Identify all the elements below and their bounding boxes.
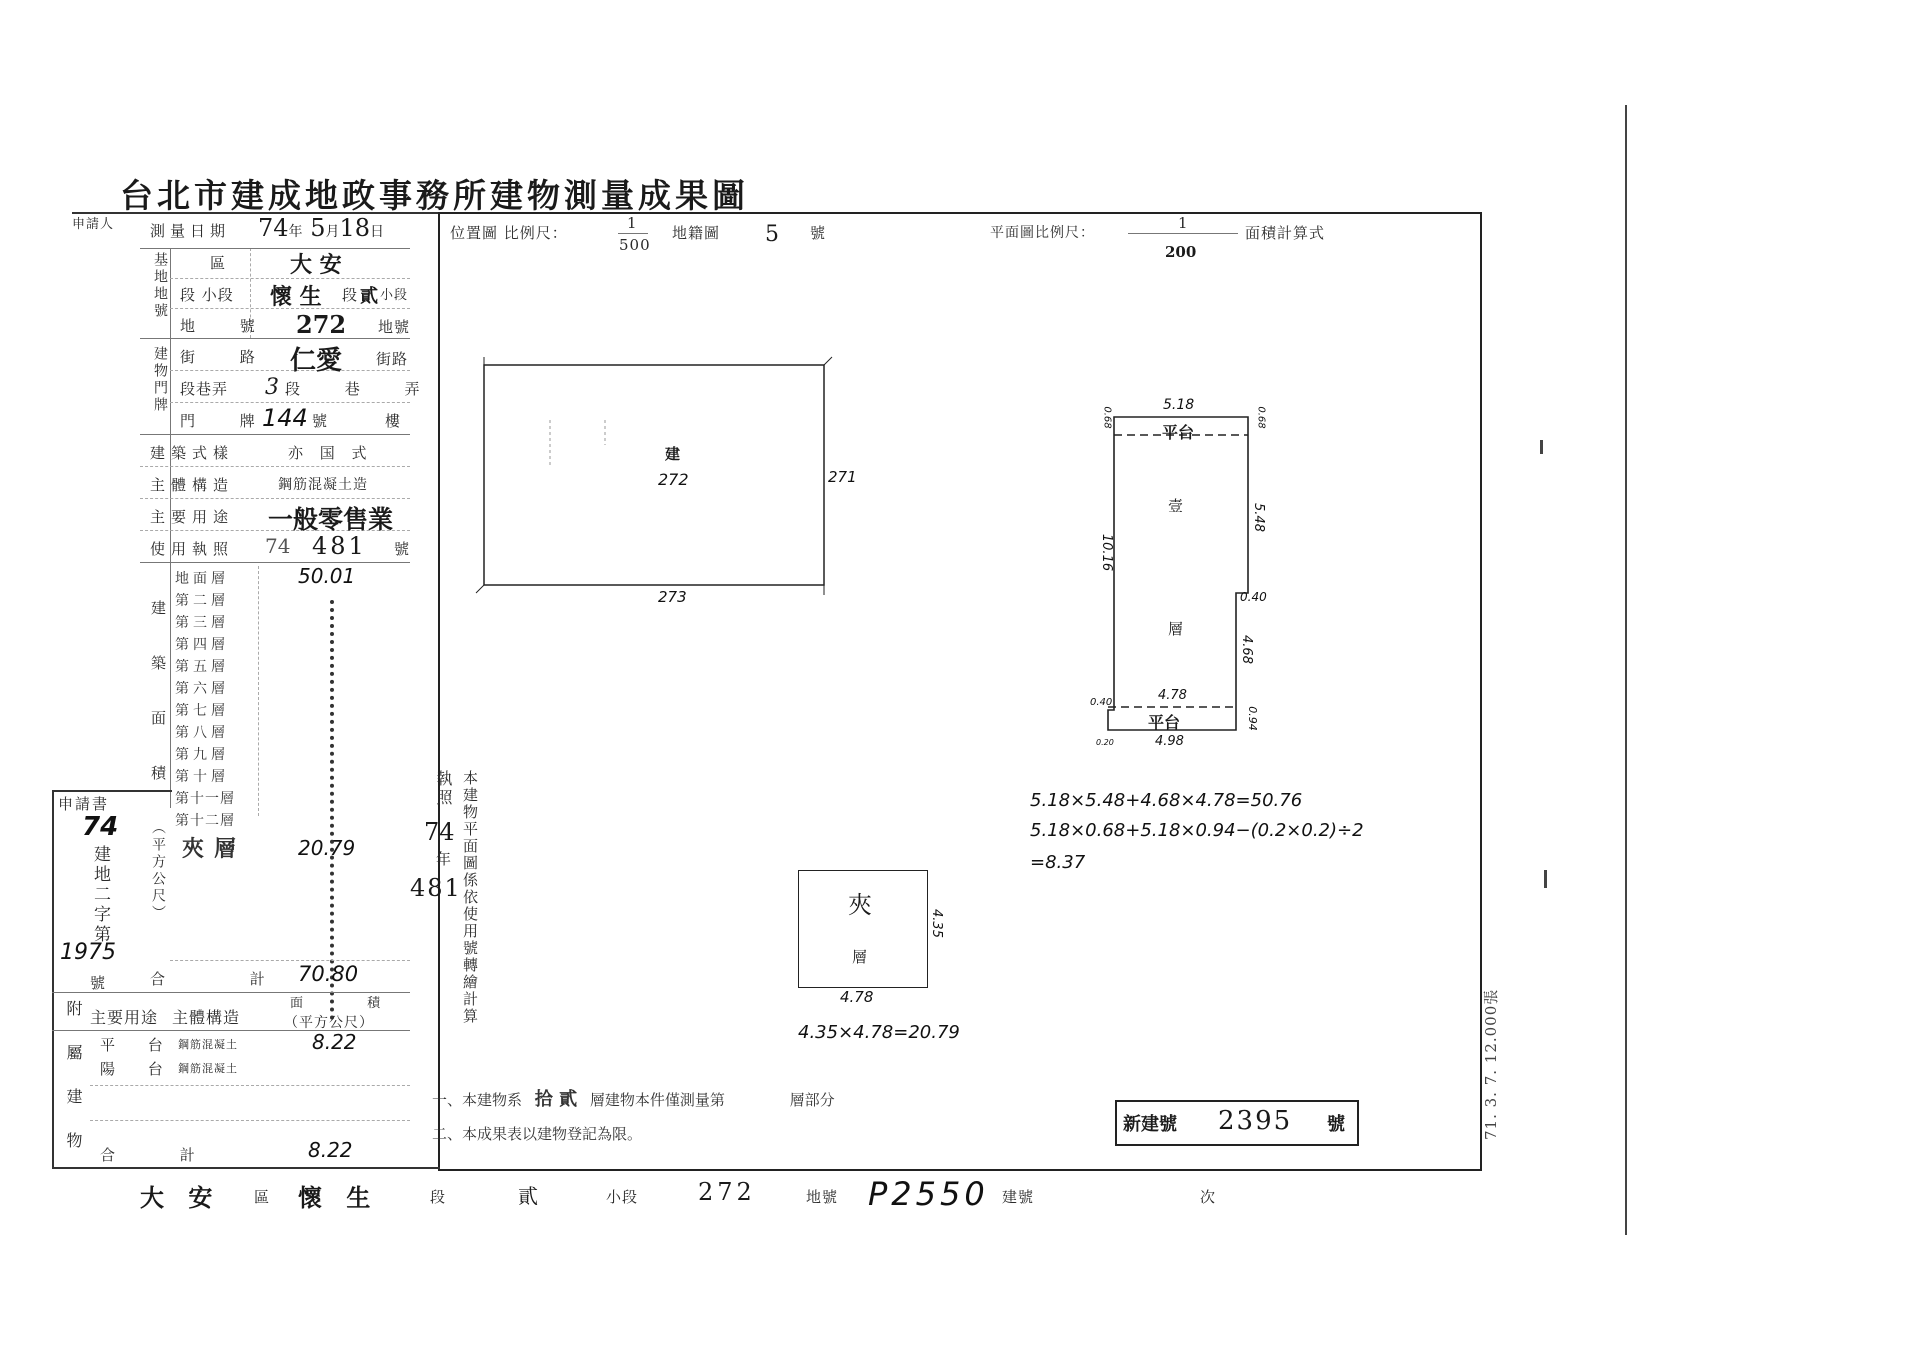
note-1-prefix: 一、本建物系 [432, 1091, 523, 1109]
page-edge-line [1625, 105, 1627, 1235]
floor-value: 50.01 [298, 564, 356, 588]
license-year: 74 [265, 534, 291, 558]
lane-units: 段 巷 弄 [285, 380, 440, 398]
dim-step-left: 0.40 [1090, 697, 1113, 708]
street-label: 街 路 [180, 348, 275, 366]
platform-label-top: 平台 [1162, 423, 1195, 442]
footer-lot: 272 [698, 1178, 756, 1206]
floor-label: 第五層 [175, 659, 229, 675]
plan-scale-num: 1 [1178, 214, 1189, 232]
structure-value: 鋼筋混凝土造 [278, 477, 368, 493]
license-note-text: 本建物平面圖係依使用號轉繪計算 [461, 770, 479, 1025]
accessory-structure: 鋼筋混凝土 [178, 1038, 238, 1051]
dim-upper-right: 5.48 [1250, 503, 1266, 532]
accessory-area: 8.22 [312, 1030, 357, 1054]
footer-section-unit: 段 [430, 1188, 447, 1206]
footer-sequence-unit: 次 [1200, 1188, 1217, 1206]
floor-label: 第三層 [175, 615, 229, 631]
floor-grid-vline [258, 566, 259, 816]
floor-label: 第十二層 [175, 813, 235, 829]
license-note-year: 74 [424, 818, 455, 846]
license-note-number: 481 [410, 874, 462, 902]
floor-unit: 樓 [385, 412, 402, 430]
floor-value: 20.79 [298, 836, 356, 860]
floor-label: 第八層 [175, 725, 229, 741]
structure-label: 主體構造 [150, 476, 235, 494]
scan-mark [1544, 870, 1547, 888]
cadastral-map-label: 地籍圖 [672, 224, 721, 242]
floors-unit-label: （平方公尺） [150, 820, 166, 922]
location-scale-num: 1 [627, 214, 638, 232]
district-label: 區 [210, 254, 227, 272]
survey-date-label: 測量日期 [150, 222, 231, 240]
license-unit: 號 [394, 540, 411, 558]
footer-district-unit: 區 [254, 1188, 271, 1206]
mezzanine-height: 4.35 [928, 909, 944, 938]
floor-row [170, 632, 410, 654]
floor-label: 第十層 [175, 769, 229, 785]
land-section-title: 基地地號 [152, 252, 168, 320]
application-number: 1975 [60, 940, 116, 965]
subsection-unit: 小段 [380, 288, 409, 303]
mezzanine-formula: 4.35×4.78=20.79 [798, 1022, 960, 1043]
accessory-area-header: 面 積 [290, 996, 411, 1011]
subsection-value: 貳 [360, 286, 378, 307]
stamp-number: 2395 [1218, 1106, 1293, 1136]
calc-line: =8.37 [1030, 852, 1086, 873]
accessory-row-line [90, 1085, 410, 1086]
application-type: 建地二字第 [90, 845, 110, 945]
floors-total: 70.80 [298, 962, 359, 986]
floor-label: 夾層 [182, 836, 247, 862]
dim-inner-width: 4.78 [1158, 688, 1187, 703]
section-unit: 段 [342, 286, 359, 304]
lane-section: 3 [265, 375, 279, 400]
district-value: 大 安 [290, 252, 342, 278]
site-plan-corner [476, 585, 484, 593]
grid-hline-4 [140, 338, 410, 339]
day-unit: 日 [370, 224, 385, 240]
applicant-label: 申請人 [72, 217, 115, 232]
floor-label: 第七層 [175, 703, 229, 719]
location-scale-den: 500 [619, 236, 651, 254]
address-section-title: 建物門牌 [152, 346, 168, 414]
stamp-unit: 號 [1327, 1114, 1345, 1135]
stamp-label: 新建號 [1123, 1114, 1177, 1135]
footer-section: 懷 生 [298, 1183, 379, 1212]
dim-top-platform-left: 0.68 [1101, 406, 1113, 429]
site-plan-corner [824, 357, 832, 365]
site-plan-lot [484, 365, 824, 585]
license-note-year-unit: 年 [436, 850, 453, 868]
dim-bottom-width: 4.98 [1155, 734, 1184, 749]
side-print: 71. 3. 7. 12.000張 [1482, 988, 1500, 1140]
year-unit: 年 [288, 224, 303, 240]
dim-bottom-platform: 0.94 [1245, 706, 1259, 731]
month-unit: 月 [325, 224, 340, 240]
lot-unit: 地號 [378, 318, 411, 336]
lot-label: 地 號 [180, 317, 275, 335]
mezzanine-width: 4.78 [840, 988, 874, 1006]
accessory-usage: 陽 台 [100, 1060, 177, 1078]
cadastral-map-no: 5 [765, 222, 779, 247]
dim-left-height: 10.16 [1099, 533, 1115, 572]
scan-mark [1540, 440, 1543, 454]
dim-top-width: 5.18 [1163, 397, 1195, 413]
floors-section-title: 建築面積 [149, 600, 167, 820]
application-year: 74 [82, 812, 119, 842]
accessory-section-title: 附屬建物 [64, 1000, 83, 1176]
floor-label: 第四層 [175, 637, 229, 653]
footer-handwritten: P2550 [868, 1175, 989, 1213]
plan-scale-bar [1128, 233, 1238, 234]
note-1-suffix: 層建物本件僅測量第 [589, 1091, 725, 1109]
lot-no: 272 [296, 310, 347, 339]
grid-hline-6 [170, 402, 410, 403]
floor-row [170, 764, 410, 786]
calc-line: 5.18×0.68+5.18×0.94−(0.2×0.2)÷2 [1030, 820, 1364, 841]
application-number-unit: 號 [90, 974, 107, 992]
floor-row [170, 654, 410, 676]
site-plan-lot-number: 272 [658, 470, 689, 489]
license-no: 481 [312, 532, 367, 560]
floor-label: 第十一層 [175, 791, 235, 807]
usage-label: 主要用途 [150, 508, 235, 526]
floor-value-dots [330, 600, 334, 1020]
accessory-total-label: 合 計 [100, 1146, 225, 1164]
grid-hline-8 [140, 466, 410, 467]
floor-row [170, 610, 410, 632]
accessory-total: 8.22 [308, 1138, 353, 1162]
number-unit: 號 [312, 412, 329, 430]
grid-hline-11 [140, 562, 410, 563]
style-label: 建築式樣 [150, 444, 235, 462]
application-top-line [52, 790, 172, 792]
cadastral-no-unit: 號 [810, 224, 827, 242]
accessory-usage-header: 主要用途 [90, 1008, 159, 1027]
footer-subsection: 貳 [518, 1184, 538, 1208]
number-label: 門 牌 [180, 412, 275, 430]
floor-row [170, 698, 410, 720]
footer-subsection-unit: 小段 [606, 1188, 639, 1206]
floor-row [170, 808, 410, 830]
note-2: 二、本成果表以建物登記為限。 [432, 1125, 643, 1143]
survey-year: 74 [258, 214, 289, 242]
plan-scale-den: 200 [1165, 243, 1197, 261]
site-plan-lot-label: 建 [665, 445, 681, 463]
survey-day: 18 [339, 214, 371, 242]
accessory-row-line [90, 1120, 410, 1121]
survey-month: 5 [310, 214, 326, 242]
mezzanine-label-bottom: 層 [852, 948, 868, 966]
license-label: 使用執照 [150, 540, 235, 558]
floor-row [170, 676, 410, 698]
floor-plan-outline [1108, 417, 1248, 730]
floor-label: 第六層 [175, 681, 229, 697]
usage-value: 一般零售業 [268, 505, 394, 534]
area-calc-label: 面積計算式 [1245, 224, 1326, 242]
site-plan-neighbor-east: 271 [828, 468, 857, 486]
grid-hline-7 [140, 434, 410, 435]
floors-total-label: 合 計 [150, 970, 305, 988]
note-1-tail: 層部分 [789, 1091, 835, 1109]
application-label: 申請書 [58, 795, 110, 813]
dim-lower-right: 4.68 [1238, 635, 1254, 664]
floor-row [170, 566, 410, 588]
footer-district: 大 安 [140, 1183, 221, 1212]
footer-building-no-unit: 建號 [1002, 1188, 1035, 1206]
site-plan-neighbor-south: 273 [658, 588, 687, 606]
floor-row [170, 786, 410, 808]
accessory-structure: 鋼筋混凝土 [178, 1062, 238, 1075]
plan-scale-label: 平面圖比例尺： [990, 225, 1095, 241]
street-value: 仁愛 [290, 346, 343, 376]
dim-top-platform-right: 0.68 [1255, 406, 1267, 429]
accessory-usage: 平 台 [100, 1036, 177, 1054]
floor-label: 地面層 [175, 571, 229, 587]
floor-label: 第二層 [175, 593, 229, 609]
floor-plan-floor-top: 壹 [1168, 497, 1184, 515]
section-label: 段 小段 [180, 286, 234, 304]
mezzanine-label-top: 夾 [848, 891, 872, 919]
style-value: 亦 国 式 [288, 444, 373, 462]
floor-row [170, 742, 410, 764]
dim-corner: 0.20 [1096, 738, 1114, 747]
street-unit: 街路 [376, 350, 409, 368]
floor-plan-floor-bottom: 層 [1168, 620, 1184, 638]
floor-row [170, 832, 410, 862]
location-scale-bar [618, 233, 648, 234]
floor-row [170, 720, 410, 742]
frame-bottom-left [52, 1167, 440, 1169]
page-title: 台北市建成地政事務所建物測量成果圖 [120, 176, 749, 215]
house-number: 144 [262, 404, 308, 432]
grid-hline-1 [140, 248, 410, 249]
platform-label-bottom: 平台 [1148, 713, 1181, 732]
left-panel-edge [52, 790, 54, 1168]
section-name: 懷 生 [270, 284, 322, 310]
accessory-structure-header: 主體構造 [172, 1008, 241, 1027]
accessory-area-unit: （平方公尺） [284, 1015, 374, 1031]
calc-line: 5.18×5.48+4.68×4.78=50.76 [1030, 790, 1303, 811]
total-row-line [170, 960, 410, 961]
dim-step: 0.40 [1240, 590, 1267, 604]
floor-label: 第九層 [175, 747, 229, 763]
floor-row [170, 588, 410, 610]
footer-lot-unit: 地號 [806, 1188, 839, 1206]
lane-label: 段巷弄 [180, 380, 229, 398]
survey-date [258, 214, 384, 242]
note-1 [432, 1085, 835, 1111]
location-map-label: 位置圖 比例尺： [450, 224, 568, 242]
license-note-label: 執照 [434, 770, 453, 808]
note-1-floors: 拾 貳 [534, 1089, 578, 1110]
grid-hline-9 [140, 498, 410, 499]
